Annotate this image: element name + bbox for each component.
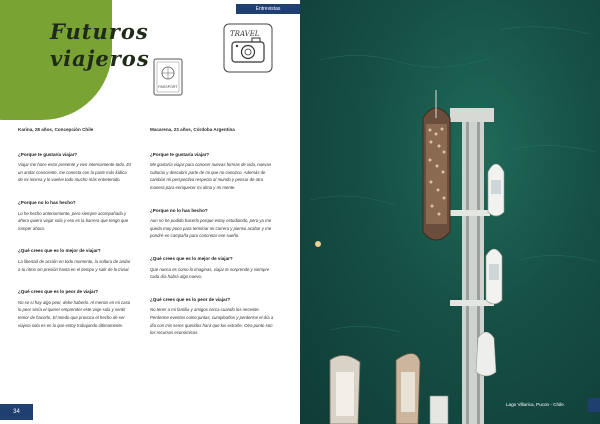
title-line-1: Futuros [50, 19, 149, 44]
question: ¿Qué crees que es lo peor de viajar? [150, 296, 231, 302]
answer: No tener a mi familia y amigos cerca cuando los necesite. Perderme eventos como juntas, cumpleaños y perderme el día a día con mis seres queridos hará que los extrañe. Otra punto son los recursos económicos. [150, 307, 274, 336]
camera-sticker-label: TRAVEL [230, 30, 260, 38]
question: ¿Porque no lo has hecho? [150, 207, 208, 213]
moored-boat [396, 353, 420, 424]
question: ¿Porque no lo has hecho? [18, 199, 76, 205]
moored-boat [430, 396, 448, 424]
caption-accent-bar [588, 398, 600, 412]
answer: Aun no he podido hacerlo porque estoy estudiando, pero ya me queda muy poco para terminar mi carrera y pienso acabar y me pondré en campaña para concretar ese sueño. [150, 218, 272, 239]
page-title [50, 18, 150, 72]
question: ¿Qué crees que es lo peor de viajar? [18, 289, 99, 295]
interviewee-name: Macarena, 23 años, Córdoba Argentina [150, 127, 235, 132]
question: ¿Qué crees que es lo mejor de viajar? [18, 248, 101, 254]
title-line-2: viajeros [50, 46, 150, 71]
pier-walkway [462, 118, 484, 424]
motorboat [486, 249, 502, 304]
camera-icon [222, 22, 274, 74]
section-tag: Entrevistas [236, 4, 300, 14]
answer: Me gustaría viajar para conocer nuevas formas de vida, nuevas culturas y descubrir parte de mi que no conozco. Además de cambiar mi perspectiva respecto al mundo y pensar de otra manera para enriquecer mi alma y mi mente. [150, 162, 272, 190]
buoy [315, 241, 321, 247]
motorboat [488, 164, 504, 216]
tour-boat [423, 90, 450, 240]
moored-boat [330, 355, 360, 424]
question: ¿Porque te gustaría viajar? [18, 151, 78, 157]
interview-column-karina [18, 126, 132, 344]
passport-icon [150, 56, 186, 98]
motorboat [476, 332, 496, 376]
answer: No se si hay algo peor, debe haberlo. Al menos en mi caso lo peor sería el querer emprender este viaje sola y sentir temor de hacerlo. El miedo que provoca el hecho de ser viajera sola es en lo que estoy trabajando últimamente. [18, 299, 131, 328]
page-number: 34 [0, 404, 33, 420]
lake-photo [300, 0, 600, 424]
pier-head [450, 108, 494, 122]
answer: Que nunca es como lo imaginas, viajar te sorprende y siempre cada día habrá algo nuevo. [150, 266, 270, 280]
interviewee-name: Karina, 28 años, Concepción Chile [18, 127, 94, 132]
interview-column-macarena [150, 126, 278, 352]
answer: Lo he hecho anteriormente, pero siempre acompañada y ahora quiero viajar sola y eso es la barrera que tengo que romper ahora. [18, 210, 129, 231]
aerial-pier-image [300, 0, 600, 424]
passport-label: PASSPORT [158, 85, 178, 89]
question: ¿Porque te gustaría viajar? [150, 151, 210, 157]
answer: Viajar me hace estar presente y vivir intensamente todo. Es un andar consciente, me conecta con la parte más lúdica de mi misma y lo vuelve todo mucho más entretenido. [18, 162, 132, 183]
answer: La libertad de acción en todo momento, la soltura de andar a tu ritmo sin presión hasta en el tiempo y salir de lo trivial. [18, 258, 131, 272]
photo-caption: Lago Villarica, Pucon - Chile. [506, 402, 565, 407]
question: ¿Qué crees que es lo mejor de viajar? [150, 255, 233, 261]
